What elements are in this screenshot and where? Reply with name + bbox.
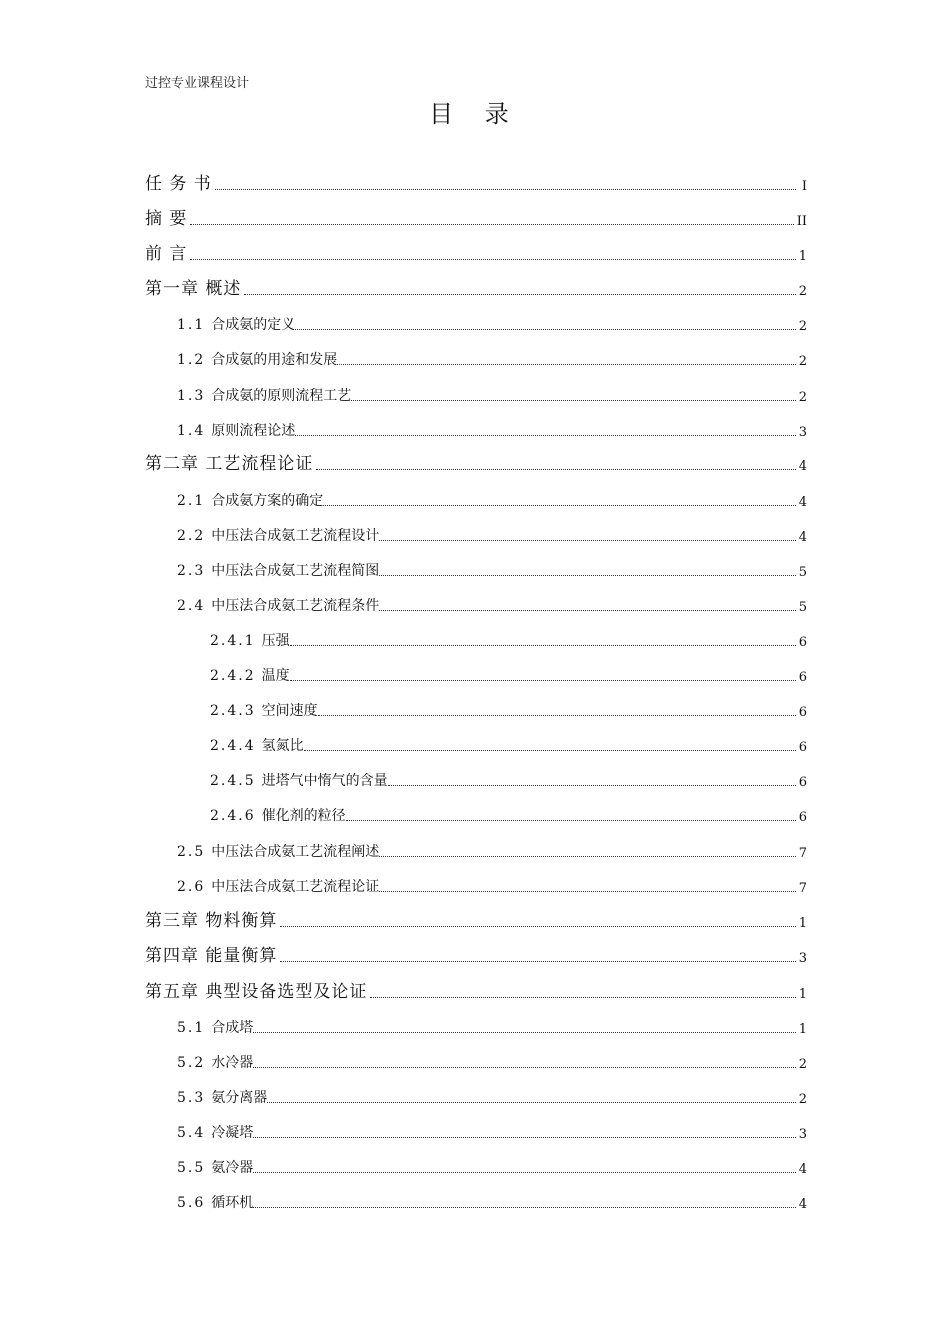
- toc-entry-page: 1: [798, 987, 807, 1002]
- toc-leader-dots: [253, 1137, 795, 1138]
- toc-entry-number: 1.1: [177, 317, 206, 333]
- toc-leader-dots: [215, 189, 796, 190]
- toc-entry-title: 合成氨的用途和发展: [211, 352, 338, 368]
- toc-entry-title: 第二章 工艺流程论证: [145, 454, 314, 474]
- toc-leader-dots: [280, 961, 795, 962]
- toc-leader-dots: [190, 224, 793, 225]
- toc-entry[interactable]: [210, 731, 807, 755]
- toc-entry[interactable]: [145, 205, 807, 229]
- toc-entry-page: II: [796, 214, 807, 229]
- toc-entry-label: [210, 805, 346, 825]
- toc-leader-dots: [379, 891, 795, 892]
- toc-entry-label: [177, 490, 323, 510]
- toc-entry-label: [145, 977, 367, 1002]
- toc-entry[interactable]: [145, 170, 807, 194]
- toc-entry-label: [145, 449, 313, 474]
- toc-entry-title: 氨冷器: [211, 1160, 254, 1176]
- toc-entry[interactable]: [177, 1083, 807, 1107]
- toc-entry-page: 3: [798, 1127, 807, 1142]
- toc-entry-title: 第三章 物料衡算: [145, 911, 278, 931]
- toc-entry-title: 第五章 典型设备选型及论证: [145, 982, 368, 1002]
- toc-entry-number: 2.2: [177, 528, 206, 544]
- toc-entry-title: 合成氨的定义: [211, 317, 296, 333]
- toc-entry-label: [177, 1052, 253, 1072]
- page-title: 目 录: [429, 100, 521, 128]
- toc-entry[interactable]: [177, 591, 807, 615]
- toc-entry-number: 2.4.2: [210, 668, 256, 684]
- toc-entry-label: [177, 1192, 253, 1212]
- toc-entry-page: 1: [798, 1022, 807, 1037]
- toc-entry-number: 5.6: [177, 1195, 206, 1211]
- toc-entry[interactable]: [145, 978, 807, 1002]
- toc-entry-title: 第四章 能量衡算: [145, 946, 278, 966]
- toc-entry-label: [210, 630, 290, 650]
- toc-entry-label: [177, 1017, 253, 1037]
- toc-entry[interactable]: [177, 486, 807, 510]
- toc-entry-title: 循环机: [211, 1195, 254, 1211]
- toc-entry-page: I: [801, 179, 807, 194]
- toc-entry-label: [177, 349, 337, 369]
- toc-entry[interactable]: [210, 661, 807, 685]
- toc-entry-title: 合成氨的原则流程工艺: [211, 388, 352, 404]
- toc-entry-number: 2.4.3: [210, 703, 256, 719]
- toc-entry-number: 2.5: [177, 844, 206, 860]
- toc-entry-page: 7: [798, 846, 807, 861]
- toc-entry-page: 7: [798, 881, 807, 896]
- toc-entry-page: 6: [798, 740, 807, 755]
- toc-entry-number: 5.4: [177, 1125, 206, 1141]
- toc-entry-label: [145, 274, 241, 299]
- toc-entry-page: 6: [798, 670, 807, 685]
- toc-leader-dots: [290, 645, 796, 646]
- toc-entry[interactable]: [210, 626, 807, 650]
- toc-entry-title: 催化剂的粒径: [261, 808, 346, 824]
- toc-entry-number: 2.6: [177, 879, 206, 895]
- toc-entry[interactable]: [177, 1188, 807, 1212]
- toc-entry-title: 合成塔: [211, 1020, 254, 1036]
- toc-entry-title: 空间速度: [261, 703, 318, 719]
- toc-entry-page: 1: [798, 249, 807, 264]
- toc-entry[interactable]: [210, 766, 807, 790]
- toc-entry-label: [145, 239, 187, 264]
- toc-entry-number: 2.4.1: [210, 633, 256, 649]
- toc-leader-dots: [388, 785, 796, 786]
- toc-entry-page: 3: [798, 425, 807, 440]
- toc-leader-dots: [253, 1207, 795, 1208]
- toc-entry-title: 进塔气中惰气的含量: [261, 773, 388, 789]
- toc-entry-page: 2: [798, 390, 807, 405]
- toc-entry-label: [210, 665, 290, 685]
- toc-entry[interactable]: [177, 416, 807, 440]
- toc-entry-number: 5.3: [177, 1090, 206, 1106]
- toc-leader-dots: [379, 610, 795, 611]
- toc-leader-dots: [323, 505, 795, 506]
- page-header: 过控专业课程设计: [145, 76, 250, 91]
- toc-leader-dots: [379, 575, 795, 576]
- toc-entry[interactable]: [210, 696, 807, 720]
- toc-entry-number: 2.4.6: [210, 808, 256, 824]
- toc-entry-title: 氢氮比: [261, 738, 304, 754]
- toc-entry-title: 摘 要: [145, 209, 188, 229]
- toc-entry-page: 6: [798, 810, 807, 825]
- toc-entry[interactable]: [177, 1118, 807, 1142]
- toc-leader-dots: [280, 926, 795, 927]
- toc-entry-number: 2.3: [177, 563, 206, 579]
- toc-entry-page: 2: [798, 284, 807, 299]
- toc-entry-label: [210, 770, 388, 790]
- toc-entry[interactable]: [177, 381, 807, 405]
- toc-entry-page: 2: [798, 354, 807, 369]
- toc-entry-number: 5.2: [177, 1055, 206, 1071]
- toc-entry-label: [177, 314, 295, 334]
- toc-entry-title: 压强: [261, 633, 290, 649]
- toc-entry-number: 2.4: [177, 598, 206, 614]
- toc-entry[interactable]: [210, 801, 807, 825]
- toc-entry-label: [145, 169, 212, 194]
- toc-leader-dots: [346, 820, 796, 821]
- toc-entry[interactable]: [145, 907, 807, 931]
- toc-entry-label: [177, 1122, 253, 1142]
- toc-entry-page: 2: [798, 319, 807, 334]
- toc-entry[interactable]: [145, 275, 807, 299]
- toc-entry[interactable]: [177, 345, 807, 369]
- toc-entry-page: 3: [798, 951, 807, 966]
- toc-entry-page: 4: [798, 530, 807, 545]
- toc-entry[interactable]: [145, 450, 807, 474]
- toc-entry-label: [177, 525, 379, 545]
- toc-entry[interactable]: [177, 837, 807, 861]
- toc-entry-label: [177, 841, 379, 861]
- toc-entry-number: 2.1: [177, 493, 206, 509]
- toc-entry[interactable]: [145, 240, 807, 264]
- toc-entry[interactable]: [177, 872, 807, 896]
- toc-entry-page: 4: [798, 1197, 807, 1212]
- toc-leader-dots: [253, 1172, 795, 1173]
- toc-entry-page: 2: [798, 1092, 807, 1107]
- toc-leader-dots: [190, 259, 795, 260]
- toc-entry-title: 水冷器: [211, 1055, 254, 1071]
- toc-entry-label: [145, 204, 187, 229]
- toc-entry-title: 温度: [261, 668, 290, 684]
- toc-entry[interactable]: [177, 1153, 807, 1177]
- toc-leader-dots: [379, 856, 795, 857]
- toc-entry-number: 5.5: [177, 1160, 206, 1176]
- toc-entry-number: 1.2: [177, 352, 206, 368]
- toc-entry-page: 6: [798, 635, 807, 650]
- toc-entry-label: [145, 906, 277, 931]
- toc-entry-title: 中压法合成氨工艺流程简图: [211, 563, 380, 579]
- toc-entry-title: 任 务 书: [145, 174, 212, 194]
- toc-entry-label: [177, 1157, 253, 1177]
- toc-leader-dots: [318, 715, 796, 716]
- toc-entry-title: 氨分离器: [211, 1090, 268, 1106]
- toc-leader-dots: [290, 680, 796, 681]
- toc-entry-number: 2.4.4: [210, 738, 256, 754]
- toc-entry[interactable]: [177, 521, 807, 545]
- toc-entry-title: 原则流程论述: [211, 423, 296, 439]
- toc-entry[interactable]: [177, 1048, 807, 1072]
- toc-entry-label: [177, 420, 295, 440]
- toc-entry-page: 4: [798, 1162, 807, 1177]
- toc-entry-label: [177, 595, 379, 615]
- toc-entry-number: 1.3: [177, 388, 206, 404]
- toc-entry[interactable]: [177, 556, 807, 580]
- toc-entry-number: 2.4.5: [210, 773, 256, 789]
- toc-entry-title: 合成氨方案的确定: [211, 493, 324, 509]
- toc-entry-page: 5: [798, 565, 807, 580]
- toc-entry-page: 6: [798, 705, 807, 720]
- toc-leader-dots: [351, 400, 795, 401]
- toc-entry-page: 4: [798, 459, 807, 474]
- toc-leader-dots: [316, 469, 795, 470]
- toc-leader-dots: [295, 435, 795, 436]
- toc-entry-number: 1.4: [177, 423, 206, 439]
- toc-entry-page: 1: [798, 916, 807, 931]
- toc-leader-dots: [253, 1067, 795, 1068]
- toc-entry-page: 4: [798, 495, 807, 510]
- toc-entry-title: 第一章 概述: [145, 279, 242, 299]
- toc-leader-dots: [244, 294, 795, 295]
- toc-entry[interactable]: [177, 310, 807, 334]
- toc-leader-dots: [370, 997, 795, 998]
- toc-entry-label: [210, 700, 318, 720]
- toc-leader-dots: [379, 540, 795, 541]
- toc-entry-page: 2: [798, 1057, 807, 1072]
- toc-entry-title: 中压法合成氨工艺流程条件: [211, 598, 380, 614]
- toc-entry[interactable]: [177, 1013, 807, 1037]
- toc-entry-label: [145, 941, 277, 966]
- toc-leader-dots: [267, 1102, 795, 1103]
- toc-entry-number: 5.1: [177, 1020, 206, 1036]
- toc-entry-label: [177, 1087, 267, 1107]
- toc-leader-dots: [295, 329, 795, 330]
- toc-entry-label: [177, 385, 351, 405]
- toc-entry-title: 中压法合成氨工艺流程阐述: [211, 844, 380, 860]
- toc-entry-label: [177, 560, 379, 580]
- toc-entry[interactable]: [145, 942, 807, 966]
- toc-entry-title: 中压法合成氨工艺流程论证: [211, 879, 380, 895]
- toc-entry-label: [177, 876, 379, 896]
- toc-entry-title: 冷凝塔: [211, 1125, 254, 1141]
- toc-leader-dots: [304, 750, 796, 751]
- toc-entry-page: 5: [798, 600, 807, 615]
- toc-leader-dots: [253, 1032, 795, 1033]
- toc-entry-title: 前 言: [145, 244, 188, 264]
- toc-leader-dots: [337, 364, 795, 365]
- toc-entry-title: 中压法合成氨工艺流程设计: [211, 528, 380, 544]
- toc-entry-page: 6: [798, 775, 807, 790]
- toc-entry-label: [210, 735, 304, 755]
